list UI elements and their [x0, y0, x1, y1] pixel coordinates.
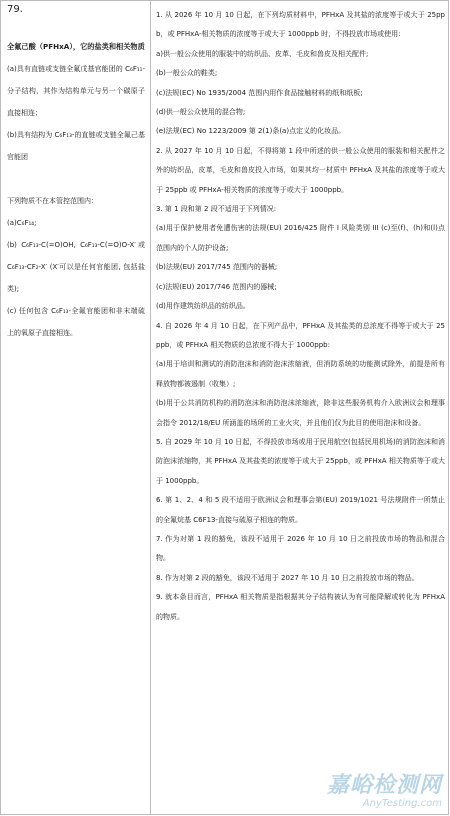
substance-title: 全氟己酸（PFHxA），它的盐类和相关物质 — [7, 42, 145, 51]
exclusion-c: (c) 任何包含 C₆F₁₃-全氟官能团和非末端硫上的氧原子直接相连。 — [7, 307, 145, 337]
condition-paragraph: (c)法规(EC) No 1935/2004 范围内用作食品接触材料的纸和纸板; — [156, 88, 363, 97]
watermark-logo — [327, 774, 442, 810]
watermark-cn: 嘉峪检测网 — [326, 773, 442, 798]
condition-paragraph: (b)法规(EU) 2017/745 范围内的器械; — [156, 263, 278, 272]
definition-a: (a)具有直链或支链全氟戊基官能团的 C₆F₁₁-分子结构，其作为结构单元与另一个碳原子直接相连； — [7, 65, 145, 117]
condition-paragraph: 5. 自 2029 年 10 月 10 日起，不得投放市场或用于民用航空(包括民用机场)的消防泡沫和消防泡沫浓缩物，其 PFHxA 及其盐类的浓度等于或大于 25ppb，或 PFHxA 相关物质等于或大于 1000ppb。 — [156, 437, 445, 485]
condition-paragraph: (b)用于公共消防机构的消防泡沫和消防泡沫浓缩液，除非这些服务机构介入欧洲议会和理事会指令 2012/18/EU 所涵盖的场所的工业火灾，并且他们仅为此目的使用泡沫和设备。 — [156, 399, 445, 427]
condition-paragraph: a)供一般公众使用的服装中的纺织品、皮革、毛皮和兽皮及相关配件; — [156, 49, 369, 58]
exclusion-b: (b) C₆F₁₃-C(=O)OH, C₆F₁₃-C(=O)O-X′或 C₆F₁₃-CF₂-X′ (X′可以是任何官能团, 包括盐类); — [7, 241, 145, 293]
condition-paragraph: 9. 就本条目而言，PFHxA 相关物质是指根据其分子结构被认为有可能降解或转化为 PFHxA 的物质。 — [156, 593, 445, 621]
condition-paragraph: 3. 第 1 段和第 2 段不适用于下列情况: — [156, 205, 277, 214]
definition-b: (b)具有结构为 C₆F₁₃-的直链或支链全氟己基官能团 — [7, 131, 145, 161]
exclusion-a: (a)C₆F₁₄; — [7, 219, 37, 227]
condition-paragraph: 2. 从 2027 年 10 月 10 日起，不得将第 1 段中所述的供一般公众使用的服装和相关配件之外的纺织品，皮革，毛皮和兽皮投入市场，如果其均一材质中 PFHxA 及其盐的浓度等于或大于 25ppb 或 PFHxA-相关物质的浓度等于或大于 1000ppb。 — [156, 146, 445, 194]
condition-paragraph: (c)法规(EU) 2017/746 范围内的器械; — [156, 282, 277, 291]
condition-paragraph: (b)一般公众的鞋类; — [156, 69, 218, 78]
condition-paragraph: (d)供一般公众使用的混合物; — [156, 108, 246, 117]
condition-paragraph: 4. 自 2026 年 4 月 10 日起，在下列产品中，PFHxA 及其盐类的总浓度不得等于或大于 25ppb，或 PFHxA 相关物质的总浓度不得大于 1000ppb: — [156, 321, 445, 349]
condition-paragraph: 1. 从 2026 年 10 月 10 日起，在下列均质材料中，PFHxA 及其盐的浓度等于或大于 25ppb，或 PFHxA-相关物质的浓度等于或大于 1000ppb 时，不得投放市场或使用: — [156, 11, 445, 39]
condition-paragraph: (e)法规(EC) No 1223/2009 第 2(1)条(a)点定义的化妆品。 — [156, 127, 346, 136]
condition-paragraph: (d)用作建筑纺织品的纺织品。 — [156, 302, 250, 311]
substance-column — [1, 1, 150, 344]
conditions-column — [151, 1, 449, 627]
condition-paragraph: (a)用于保护使用者免遭伤害的法规(EU) 2016/425 附件 I 风险类别 III (c)至(f)、(h)和(l)点范围内的个人防护设备; — [156, 224, 445, 252]
condition-paragraph: 7. 作为对第 1 段的豁免，该段不适用于 2026 年 10 月 10 日之前投放市场的物品和混合物。 — [156, 534, 445, 563]
watermark-en: AnyTesting.com — [362, 798, 442, 809]
condition-paragraph: 8. 作为对第 2 段的豁免，该段不适用于 2027 年 10 月 10 日之前投放市场的物品。 — [156, 573, 419, 582]
entry-number: 79. — [7, 4, 23, 15]
condition-paragraph: (a)用于培训和测试的消防泡沫和消防泡沫浓缩液，但消防系统的功能测试除外，前提是所有释放物都被遏制（收集）; — [156, 360, 445, 388]
exclusion-heading: 下列物质不在本管控范围内： — [7, 197, 98, 205]
condition-paragraph: 6. 第 1、2、4 和 5 段不适用于欧洲议会和理事会第(EU) 2019/1021 号法规附件一所禁止的全氟烷基 C6F13-直接与硫原子相连的物质。 — [156, 496, 445, 524]
